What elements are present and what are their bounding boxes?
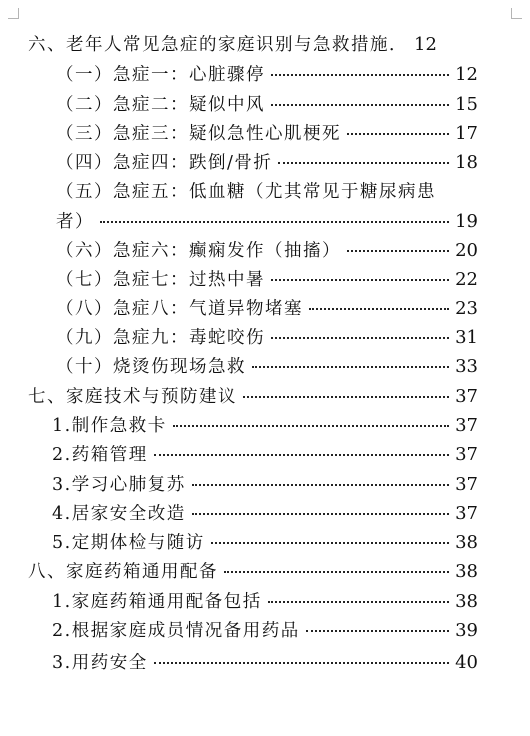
toc-leader-dots: [100, 221, 449, 223]
toc-entry-title: 者）: [56, 212, 94, 232]
toc-entry-title: 1.制作急救卡: [52, 416, 167, 436]
toc-entry-8-2[interactable]: [52, 619, 478, 643]
toc-entry-emergency-10[interactable]: [56, 355, 478, 379]
toc-entry-page: 31: [455, 327, 478, 348]
toc-entry-title: 八、家庭药箱通用配备: [28, 562, 218, 582]
toc-entry-emergency-9[interactable]: [56, 326, 478, 350]
toc-entry-emergency-5[interactable]: [56, 210, 478, 234]
toc-entry-7-5[interactable]: [52, 531, 478, 555]
toc-entry-title: 1.家庭药箱通用配备包括: [52, 592, 262, 612]
toc-leader-dots: [306, 630, 449, 632]
toc-leader-dots: [268, 601, 449, 603]
toc-entry-section-6[interactable]: [28, 33, 478, 57]
toc-entry-title: 5.定期体检与随访: [52, 533, 205, 553]
toc-leader-dots: [271, 279, 449, 281]
toc-entry-page: 37: [455, 386, 478, 407]
toc-entry-emergency-1[interactable]: [56, 63, 478, 87]
toc-leader-dots: [192, 484, 449, 486]
toc-entry-title: 2.药箱管理: [52, 445, 148, 465]
toc-entry-7-1[interactable]: [52, 414, 478, 438]
toc-leader-dots: [309, 308, 449, 310]
toc-entry-section-7[interactable]: [28, 385, 478, 409]
toc-entry-page: 12: [414, 34, 437, 55]
toc-entry-title: 六、老年人常见急症的家庭识别与急救措施．: [28, 35, 408, 55]
toc-entry-page: 40: [455, 652, 478, 673]
toc-entry-page: 15: [455, 94, 478, 115]
toc-entry-page: 37: [455, 474, 478, 495]
toc-entry-title: （七）急症七：过热中暑: [56, 270, 265, 290]
toc-entry-section-8[interactable]: [28, 560, 478, 584]
toc-entry-emergency-3[interactable]: [56, 122, 478, 146]
toc-entry-title: 3.用药安全: [52, 653, 148, 673]
toc-entry-page: 17: [455, 123, 478, 144]
toc-leader-dots: [243, 396, 449, 398]
toc-leader-dots: [224, 571, 449, 573]
toc-leader-dots: [271, 337, 449, 339]
toc-leader-dots: [173, 425, 449, 427]
toc-entry-title: （八）急症八：气道异物堵塞: [56, 299, 303, 319]
toc-entry-8-3[interactable]: [52, 651, 478, 675]
toc-entry-title: 4.居家安全改造: [52, 504, 186, 524]
toc-entry-title: （三）急症三：疑似急性心肌梗死: [56, 124, 341, 144]
toc-entry-7-3[interactable]: [52, 473, 478, 497]
toc-leader-dots: [271, 74, 449, 76]
toc-entry-page: 38: [455, 532, 478, 553]
toc-entry-page: 37: [455, 415, 478, 436]
toc-leader-dots: [192, 513, 449, 515]
toc-entry-page: 38: [455, 561, 478, 582]
toc-entry-title: 2.根据家庭成员情况备用药品: [52, 621, 300, 641]
toc-leader-dots: [211, 542, 449, 544]
page-corner-mark-left: [8, 8, 19, 19]
toc-entry-page: 23: [455, 298, 478, 319]
toc-entry-page: 19: [455, 211, 478, 232]
toc-leader-dots: [347, 250, 449, 252]
toc-entry-emergency-5-line1[interactable]: （五）急症五：低血糖（尤其常见于糖尿病患: [56, 182, 436, 202]
toc-entry-emergency-7[interactable]: [56, 268, 478, 292]
toc-entry-emergency-2[interactable]: [56, 93, 478, 117]
toc-entry-page: 37: [455, 503, 478, 524]
toc-leader-dots: [271, 104, 449, 106]
toc-entry-emergency-4[interactable]: [56, 151, 478, 175]
toc-entry-title: （九）急症九：毒蛇咬伤: [56, 328, 265, 348]
toc-entry-page: 20: [455, 240, 478, 261]
page-corner-mark-right: [511, 8, 522, 19]
toc-entry-8-1[interactable]: [52, 590, 478, 614]
toc-entry-page: 33: [455, 356, 478, 377]
toc-entry-page: 39: [455, 620, 478, 641]
toc-entry-title: （一）急症一：心脏骤停: [56, 65, 265, 85]
toc-entry-emergency-6[interactable]: [56, 239, 478, 263]
toc-entry-page: 18: [455, 152, 478, 173]
toc-entry-title: （六）急症六：癫痫发作（抽搐）: [56, 241, 341, 261]
toc-entry-page: 12: [455, 64, 478, 85]
toc-entry-emergency-8[interactable]: [56, 297, 478, 321]
toc-entry-page: 22: [455, 269, 478, 290]
toc-entry-title: （十）烧烫伤现场急救: [56, 357, 246, 377]
toc-entry-7-2[interactable]: [52, 443, 478, 467]
toc-entry-page: 38: [455, 591, 478, 612]
toc-entry-title: （二）急症二：疑似中风: [56, 95, 265, 115]
toc-entry-7-4[interactable]: [52, 502, 478, 526]
toc-entry-title: （四）急症四：跌倒/骨折: [56, 153, 273, 173]
toc-entry-page: 37: [455, 444, 478, 465]
toc-entry-title: 3.学习心肺复苏: [52, 475, 186, 495]
toc-entry-title: 七、家庭技术与预防建议: [28, 387, 237, 407]
toc-leader-dots: [154, 454, 449, 456]
toc-leader-dots: [154, 662, 449, 664]
toc-leader-dots: [347, 133, 449, 135]
toc-leader-dots: [278, 162, 449, 164]
toc-leader-dots: [252, 366, 449, 368]
